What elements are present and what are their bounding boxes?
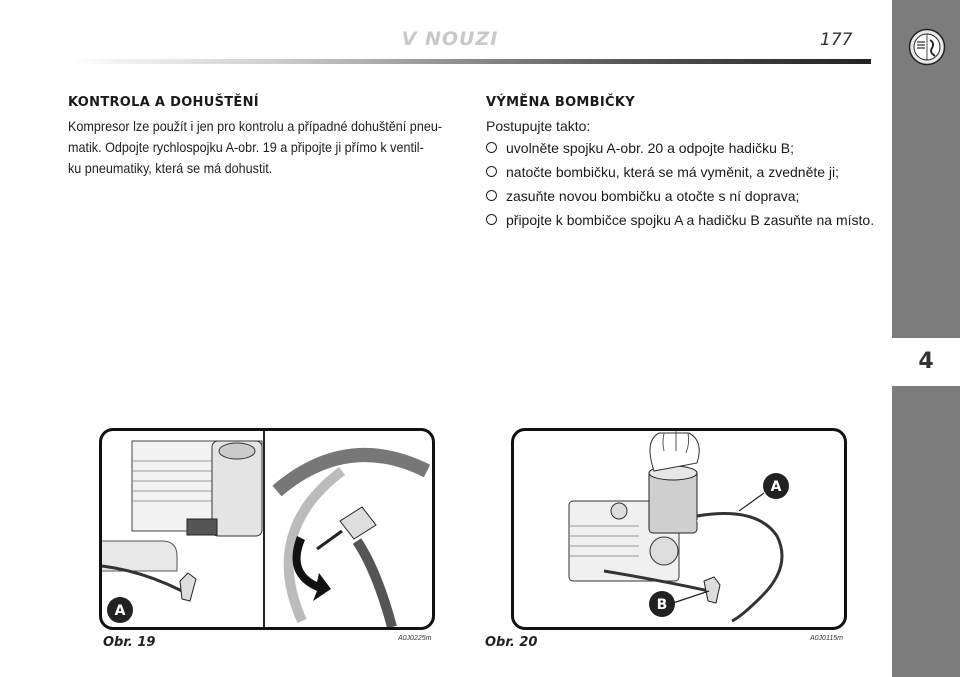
page-number: 177 <box>820 30 853 50</box>
header-title: V NOUZI <box>401 28 499 50</box>
header-rule <box>66 59 871 64</box>
procedure-intro: Postupujte takto: <box>486 118 591 134</box>
callout-b-icon <box>647 589 677 619</box>
paragraph-line: Kompresor lze použít i jen pro kontrolu a případné dohuštění pneu- <box>68 118 443 134</box>
figure-20-code: A0J0115m <box>810 635 843 642</box>
callout-a-icon <box>105 595 135 625</box>
callout-a-icon <box>761 471 791 501</box>
cartridge-replacement-drawing <box>514 431 844 627</box>
section-heading-cartridge: VÝMĚNA BOMBIČKY <box>486 95 635 110</box>
figure-19-code: A0J0225m <box>398 635 432 642</box>
section-heading-inflation: KONTROLA A DOHUŠTĚNÍ <box>68 95 259 110</box>
compressor-valve-drawing <box>102 431 432 627</box>
figure-20-illustration <box>511 428 847 630</box>
chapter-tab[interactable]: 4 <box>892 338 960 386</box>
svg-text:A: A <box>114 603 126 619</box>
paragraph-line: ku pneumatiky, která se má dohustit. <box>68 160 273 176</box>
circle-bullet-icon <box>486 214 497 225</box>
svg-text:A: A <box>770 479 782 495</box>
figure-20-caption: Obr. 20 <box>485 635 538 650</box>
procedure-list <box>486 136 874 232</box>
figure-19-caption: Obr. 19 <box>103 635 156 650</box>
figure-19-illustration <box>99 428 435 630</box>
svg-text:B: B <box>656 597 668 613</box>
alfa-romeo-logo-icon <box>908 28 946 66</box>
list-item: připojte k bombičce spojku A a hadičku B zasuňte na místo. <box>486 208 874 232</box>
list-item: uvolněte spojku A-obr. 20 a odpojte hadičku B; <box>486 136 874 160</box>
inflation-paragraph <box>68 116 442 179</box>
circle-bullet-icon <box>486 142 497 153</box>
circle-bullet-icon <box>486 190 497 201</box>
list-item: zasuňte novou bombičku a otočte s ní doprava; <box>486 184 874 208</box>
circle-bullet-icon <box>486 166 497 177</box>
list-item: natočte bombičku, která se má vyměnit, a zvedněte ji; <box>486 160 874 184</box>
paragraph-line: matik. Odpojte rychlospojku A-obr. 19 a připojte ji přímo k ventil- <box>68 139 424 155</box>
